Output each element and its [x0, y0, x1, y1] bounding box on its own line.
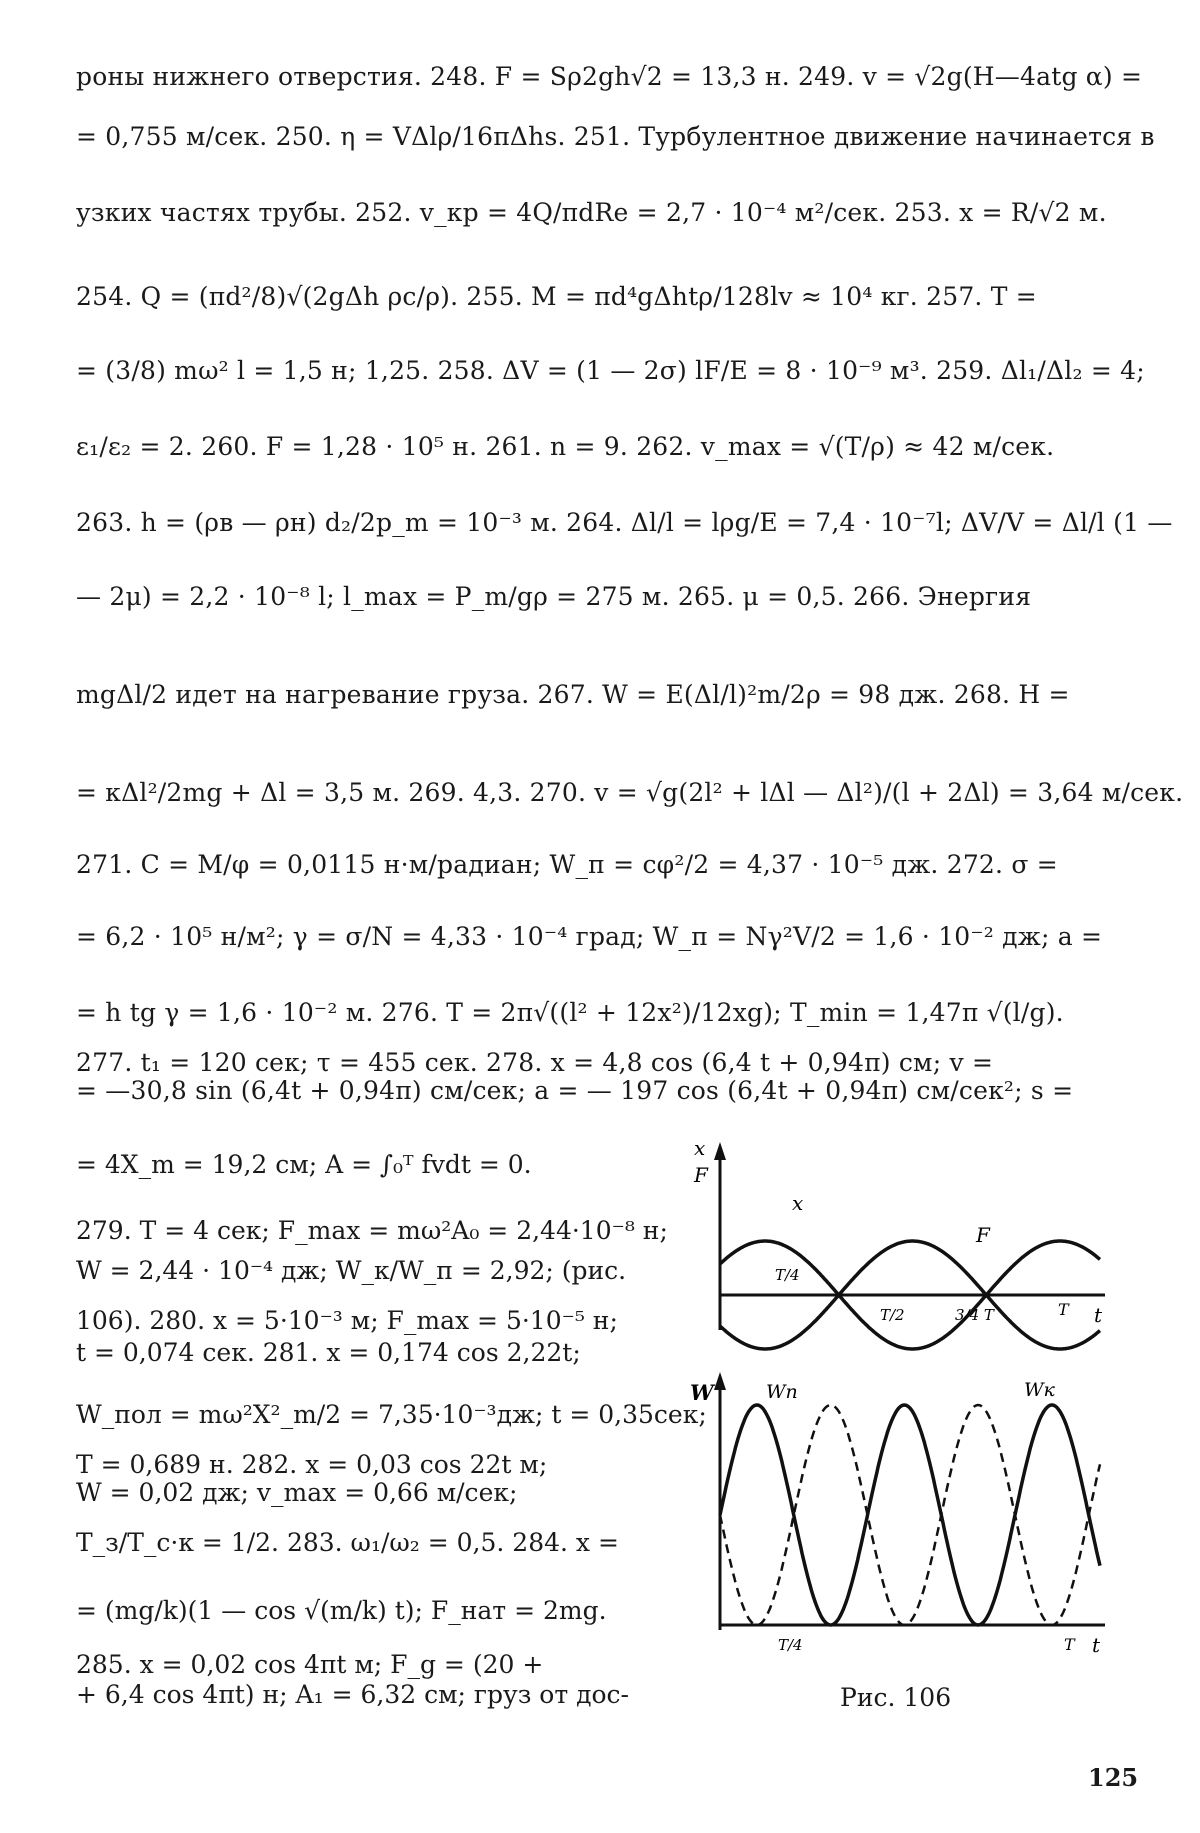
top-y-label-f: F — [694, 1163, 708, 1187]
bottom-tick-t: T — [1064, 1635, 1075, 1654]
text-line-10: = κΔl²/2mg + Δl = 3,5 м. 269. 4,3. 270. v = √g(2l² + lΔl — Δl²)/(l + 2Δl) = 3,64 м/сек. — [76, 778, 1184, 807]
text-line-1: роны нижнего отверстия. 248. F = Sρ2gh√2 = 13,3 н. 249. v = √2g(H—4atg α) = — [76, 62, 1143, 91]
label-curve-x: x — [792, 1191, 804, 1215]
figure-106-svg — [680, 1130, 1140, 1710]
left-line-1: = 4X_m = 19,2 см; A = ∫₀ᵀ fvdt = 0. — [76, 1150, 532, 1179]
figure-caption: Рис. 106 — [840, 1683, 952, 1712]
bottom-t-label: t — [1092, 1633, 1101, 1657]
bottom-y-arrow — [714, 1372, 726, 1390]
label-curve-f: F — [976, 1223, 990, 1247]
text-line-4: 254. Q = (πd²/8)√(2gΔh ρc/ρ). 255. M = πd⁴gΔhtρ/128lv ≈ 10⁴ кг. 257. T = — [76, 282, 1037, 311]
top-tick-t2: T/2 — [880, 1306, 905, 1324]
text-line-6: ε₁/ε₂ = 2. 260. F = 1,28 · 10⁵ н. 261. n = 9. 262. v_max = √(T/ρ) ≈ 42 м/сек. — [76, 432, 1055, 461]
curve-wn — [720, 1405, 1100, 1625]
text-line-3: узких частях трубы. 252. v_кр = 4Q/πdRe = 2,7 · 10⁻⁴ м²/сек. 253. x = R/√2 м. — [76, 198, 1107, 227]
text-line-5: = (3/8) mω² l = 1,5 н; 1,25. 258. ΔV = (1 — 2σ) lF/E = 8 · 10⁻⁹ м³. 259. Δl₁/Δl₂ = 4; — [76, 356, 1145, 385]
figure-106 — [680, 1130, 1140, 1710]
label-curve-wn: Wn — [766, 1381, 798, 1403]
page-number: 125 — [1088, 1763, 1139, 1792]
bottom-tick-t4: T/4 — [778, 1636, 803, 1654]
top-tick-t: T — [1058, 1300, 1069, 1319]
top-y-label-x: x — [694, 1136, 706, 1160]
left-line-12: + 6,4 cos 4πt) н; A₁ = 6,32 см; груз от дос- — [76, 1680, 630, 1709]
top-y-arrow — [714, 1142, 726, 1160]
text-line-13: = h tg γ = 1,6 · 10⁻² м. 276. T = 2π√((l² + 12x²)/12xg); T_min = 1,47π √(l/g). — [76, 998, 1064, 1027]
text-line-2: = 0,755 м/сек. 250. η = VΔlρ/16πΔhs. 251. Турбулентное движение начинается в — [76, 122, 1155, 151]
left-line-11: 285. x = 0,02 cos 4πt м; F_g = (20 + — [76, 1650, 544, 1679]
text-line-14: 277. t₁ = 120 сек; τ = 455 сек. 278. x = 4,8 cos (6,4 t + 0,94π) см; v = — [76, 1048, 994, 1077]
top-t-label: t — [1094, 1303, 1103, 1327]
bottom-y-label: W — [690, 1380, 714, 1405]
text-line-9: mgΔl/2 идет на нагревание груза. 267. W = E(Δl/l)²m/2ρ = 98 дж. 268. H = — [76, 680, 1070, 709]
text-line-11: 271. C = M/φ = 0,0115 н·м/радиан; W_п = cφ²/2 = 4,37 · 10⁻⁵ дж. 272. σ = — [76, 850, 1058, 879]
text-line-7: 263. h = (ρв — ρн) d₂/2p_m = 10⁻³ м. 264. Δl/l = lρg/E = 7,4 · 10⁻⁷l; ΔV/V = Δl/l (1 — — [76, 508, 1173, 537]
text-line-12: = 6,2 · 10⁵ н/м²; γ = σ/N = 4,33 · 10⁻⁴ град; W_п = Nγ²V/2 = 1,6 · 10⁻² дж; a = — [76, 922, 1103, 951]
text-line-15: = —30,8 sin (6,4t + 0,94π) см/сек; a = — 197 cos (6,4t + 0,94π) см/сек²; s = — [76, 1076, 1074, 1105]
left-line-9: T_з/T_с·к = 1/2. 283. ω₁/ω₂ = 0,5. 284. x = — [76, 1528, 619, 1557]
left-line-10: = (mg/k)(1 — cos √(m/k) t); F_нат = 2mg. — [76, 1596, 607, 1625]
left-line-4: 106). 280. x = 5·10⁻³ м; F_max = 5·10⁻⁵ н; — [76, 1306, 618, 1335]
left-line-8: W = 0,02 дж; v_max = 0,66 м/сек; — [76, 1478, 518, 1507]
left-line-5: t = 0,074 сек. 281. x = 0,174 cos 2,22t; — [76, 1338, 581, 1367]
left-line-7: T = 0,689 н. 282. x = 0,03 cos 22t м; — [76, 1450, 548, 1479]
left-line-3: W = 2,44 · 10⁻⁴ дж; W_к/W_п = 2,92; (рис. — [76, 1256, 627, 1285]
left-line-6: W_пол = mω²X²_m/2 = 7,35·10⁻³дж; t = 0,35сек; — [76, 1400, 707, 1429]
text-line-8: — 2μ) = 2,2 · 10⁻⁸ l; l_max = P_m/gρ = 275 м. 265. μ = 0,5. 266. Энергия — [76, 582, 1032, 611]
left-line-2: 279. T = 4 сек; F_max = mω²A₀ = 2,44·10⁻⁸ н; — [76, 1216, 668, 1245]
top-tick-t4: T/4 — [775, 1266, 800, 1284]
label-curve-wk: Wк — [1024, 1379, 1055, 1401]
top-tick-3t4: 3/4 T — [955, 1306, 994, 1324]
